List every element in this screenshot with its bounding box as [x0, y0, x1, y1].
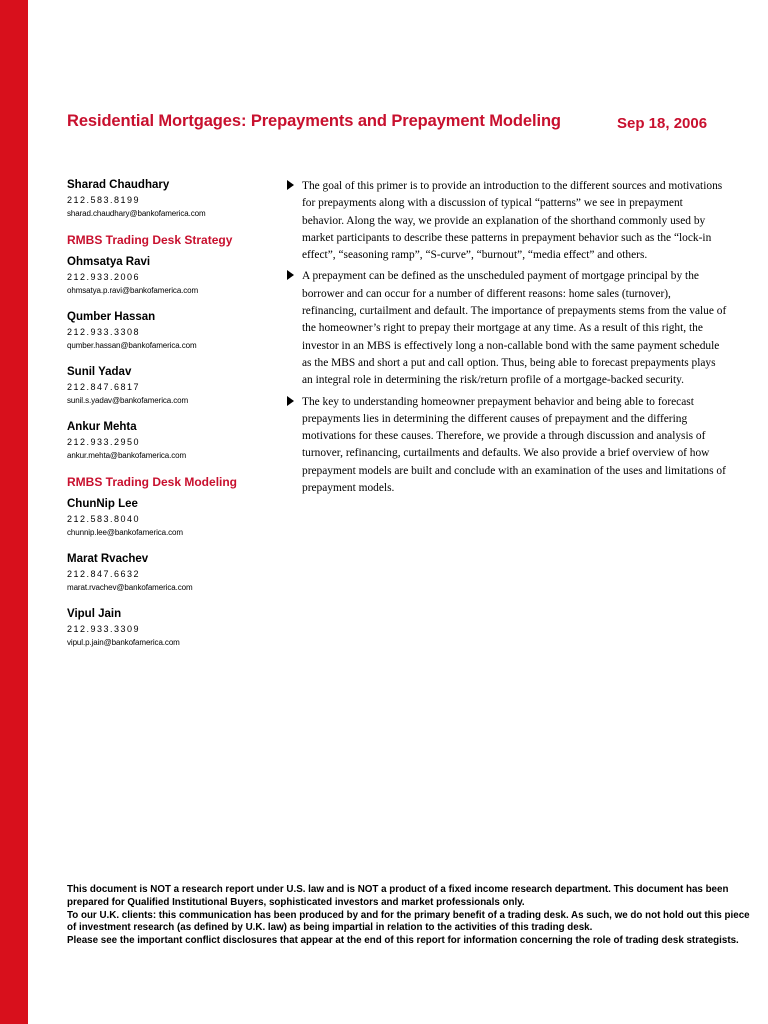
author-entry: [67, 607, 282, 648]
publication-date: Sep 18, 2006: [617, 115, 708, 132]
left-accent-bar: [0, 0, 28, 1024]
summary-bullets: [287, 178, 727, 501]
author-phone: 212.847.6817: [67, 382, 141, 392]
disclaimer-conflicts: Please see the important conflict disclosures that appear at the end of this report for information concerning the role of trading desk strategists.: [67, 935, 739, 947]
author-entry: [67, 255, 282, 296]
author-entry: [67, 552, 282, 593]
author-name: Ankur Mehta: [67, 421, 137, 433]
author-entry: [67, 420, 282, 461]
author-name: Qumber Hassan: [67, 311, 156, 323]
author-email[interactable]: vipul.p.jain@bankofamerica.com: [67, 638, 180, 647]
author-sidebar: [67, 178, 282, 662]
author-name: Marat Rvachev: [67, 553, 149, 565]
section-heading-strategy: RMBS Trading Desk Strategy: [67, 233, 233, 247]
author-email[interactable]: marat.rvachev@bankofamerica.com: [67, 583, 193, 592]
bullet-item: [287, 394, 727, 498]
author-lead: [67, 178, 282, 219]
bullet-item: [287, 268, 727, 389]
author-phone: 212.933.2006: [67, 272, 141, 282]
disclaimer-us: This document is NOT a research report under U.S. law and is NOT a product of a fixed income research department. This document has been prepared for Qualified Institutional Buyers, sophisticated investors and market professionals only.: [67, 884, 729, 908]
triangle-bullet-icon: [287, 178, 302, 264]
author-name: Sharad Chaudhary: [67, 179, 170, 191]
author-email[interactable]: chunnip.lee@bankofamerica.com: [67, 528, 183, 537]
author-email[interactable]: qumber.hassan@bankofamerica.com: [67, 341, 197, 350]
author-phone: 212.583.8040: [67, 514, 141, 524]
author-entry: [67, 365, 282, 406]
author-name: Sunil Yadav: [67, 366, 132, 378]
author-name: ChunNip Lee: [67, 498, 138, 510]
author-entry: [67, 497, 282, 538]
disclaimer-uk: To our U.K. clients: this communication has been produced by and for the primary benefit of a trading desk. As such, we do not hold out this piece of investment research (as defined by U.K. law) as being impartial in relation to the activities of this trading desk.: [67, 909, 750, 934]
bullet-text: The key to understanding homeowner prepayment behavior and being able to forecast prepayments lies in determining the different causes of prepayment and the differing motivations for these causes. Therefore, we provide a through discussion and analysis of turnover, refinancing, curtailments and defaults. We also provide a brief overview of how prepayment models are built and conclude with an examination of the uses and limitations of prepayment models.: [302, 395, 726, 495]
author-entry: [67, 310, 282, 351]
triangle-bullet-icon: [287, 394, 302, 498]
legal-disclaimer: [67, 884, 752, 948]
author-email[interactable]: sharad.chaudhary@bankofamerica.com: [67, 209, 206, 218]
bullet-text: The goal of this primer is to provide an introduction to the different sources and motivations for prepayments along with a discussion of typical “patterns” we see in prepayment behavior. Along the way, we provide an explanation of the shorthand commonly used by market participants to describe these patterns in prepayment behavior such as the “lock-in effect”, “seasoning ramp”, “S-curve”, “burnout”, “media effect” and others.: [302, 180, 723, 262]
triangle-bullet-icon: [287, 268, 302, 389]
author-email[interactable]: sunil.s.yadav@bankofamerica.com: [67, 396, 189, 405]
section-heading-modeling: RMBS Trading Desk Modeling: [67, 475, 238, 489]
author-name: Ohmsatya Ravi: [67, 256, 151, 268]
author-phone: 212.583.8199: [67, 195, 141, 205]
bullet-text: A prepayment can be defined as the unscheduled payment of mortgage principal by the borrower and can occur for a number of different reasons: home sales (turnover), refinancing, curtailment and default. The importance of prepayments stems from the value of the homeowner’s right to prepay their mortgage at any time. As a result of this right, the investor in an MBS is effectively long a non-callable bond with the same payment schedule as the MBS and short a put and call option. Thus, being able to forecast prepayments plays an integral role in determining the risk/return profile of a mortgage-backed security.: [302, 270, 727, 387]
bullet-item: [287, 178, 727, 264]
author-email[interactable]: ohmsatya.p.ravi@bankofamerica.com: [67, 286, 199, 295]
author-name: Vipul Jain: [67, 608, 122, 620]
author-phone: 212.847.6632: [67, 569, 141, 579]
author-phone: 212.933.3308: [67, 327, 141, 337]
document-title: Residential Mortgages: Prepayments and Prepayment Modeling: [67, 112, 561, 130]
author-phone: 212.933.3309: [67, 624, 141, 634]
author-email[interactable]: ankur.mehta@bankofamerica.com: [67, 451, 187, 460]
author-phone: 212.933.2950: [67, 437, 141, 447]
